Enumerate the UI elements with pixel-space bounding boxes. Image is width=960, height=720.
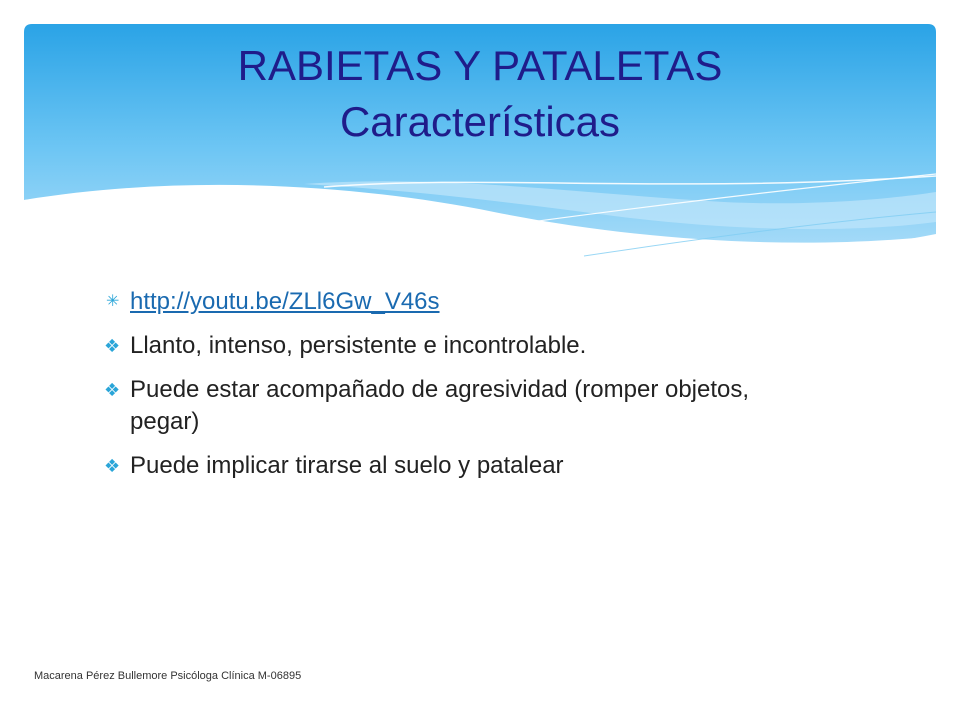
diamond-bullet-icon: ❖ [104, 456, 121, 476]
bullet-list [104, 286, 824, 494]
slide-title [0, 38, 960, 150]
list-item-text: Puede estar acompañado de agresividad (romper objetos, pegar) [130, 376, 750, 435]
title-line-2: Características [339, 98, 621, 145]
youtube-link[interactable]: http://youtu.be/ZLl6Gw_V46s [130, 288, 440, 315]
list-item-link [104, 286, 824, 318]
diamond-bullet-icon: ❖ [104, 380, 121, 400]
asterisk-bullet-icon: ✳ [106, 293, 120, 310]
diamond-bullet-icon: ❖ [104, 336, 121, 356]
list-item-text: Llanto, intenso, persistente e incontrolable. [130, 332, 587, 359]
list-item [104, 450, 824, 482]
footer-credit: Macarena Pérez Bullemore Psicóloga Clínica M-06895 [34, 670, 302, 682]
list-item-text: Puede implicar tirarse al suelo y patalear [130, 452, 564, 479]
list-item [104, 330, 824, 362]
list-item [104, 374, 824, 438]
title-line-1: RABIETAS Y PATALETAS [237, 42, 723, 89]
